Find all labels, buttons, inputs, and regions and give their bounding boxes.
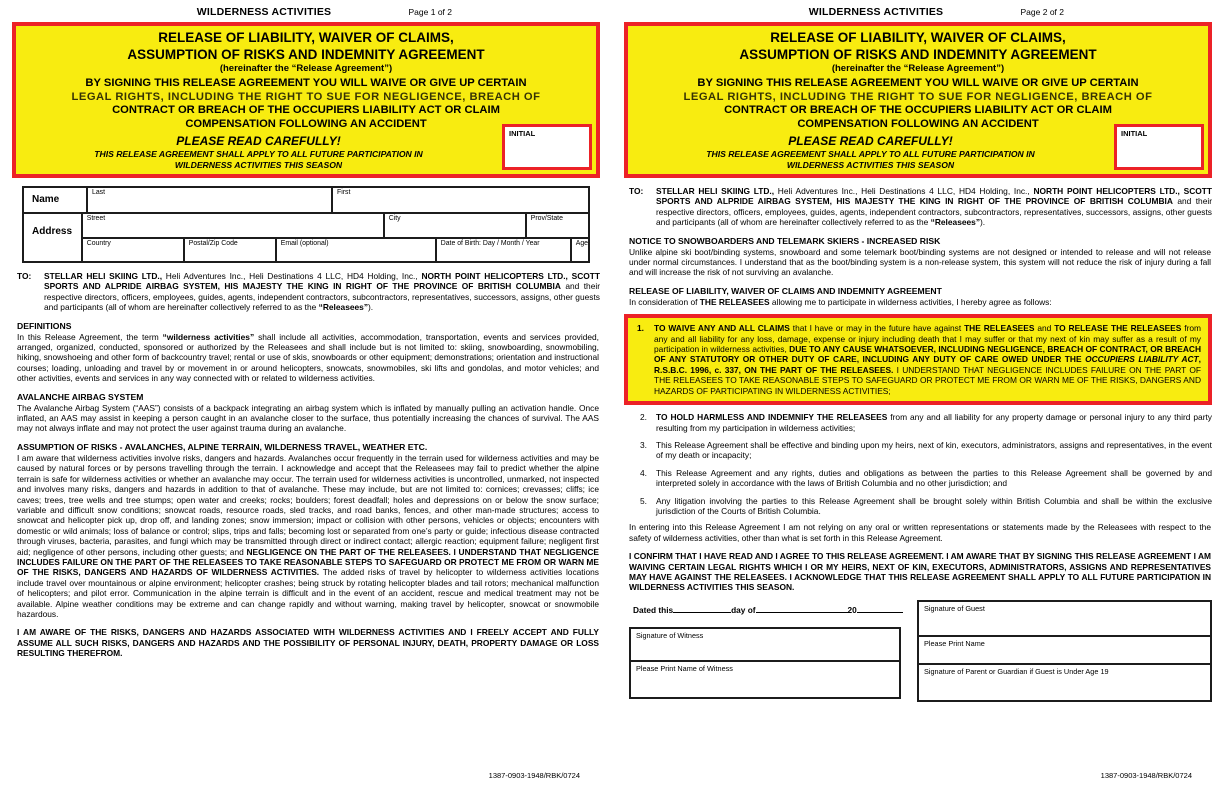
item-number: 2. — [640, 412, 647, 423]
to-text: STELLAR HELI SKIING LTD., Heli Adventures Inc., Heli Destinations 4 LLC, HD4 Holding, Inc., NORTH POINT HELICOPTERS LTD., SCOTT SPORTS AND ALPRIDE AIRBAG SYSTEM, HIS MAJESTY THE KING IN RIGHT OF THE PROVINCE OF BRITISH COLUMBIA and their respective directors, officers, employees, guides, agents, independent contractors, subcontractors, representatives, successors, assigns, other guests and participants (all of whom are hereinafter collectively referred to as the “Releasees”). — [656, 186, 1213, 228]
last-name-field[interactable]: Last — [86, 188, 331, 212]
form-code-page2: 1387-0903-1948/RBK/0724 — [1100, 771, 1192, 780]
initial-label: INITIAL — [1121, 129, 1148, 138]
banner-subtitle: (hereinafter the “Release Agreement”) — [219, 63, 393, 74]
initial-label: INITIAL — [509, 129, 536, 138]
warning-banner — [624, 22, 1212, 178]
banner-warning-line1: BY SIGNING THIS RELEASE AGREEMENT YOU WILL WAIVE OR GIVE UP CERTAIN — [697, 77, 1139, 89]
guest-signature-box — [917, 600, 1212, 702]
signature-section — [629, 600, 1212, 702]
age-field[interactable]: Age — [570, 239, 588, 261]
item-number: 3. — [640, 439, 647, 450]
prov-state-field[interactable]: Prov/State — [525, 214, 588, 237]
entering-text: In entering into this Release Agreement I am not relying on any oral or written representations or statements made by the Releasees with respect to the safety of wilderness activities, other than what is set forth in this Release Agreement. — [629, 522, 1211, 543]
airbag-text: The Avalanche Airbag System (“AAS”) consists of a backpack integrating an airbag system which is inflated by manually pulling an activation handle. Once inflated, an AAS may assist in keeping a person caught in an avalanche closer to the surface, thus potentially increasing the chances of survival. The AAS may not always inflate and may not protect the user against trauma during an avalanche. — [17, 402, 599, 434]
item-number: 4. — [640, 467, 647, 478]
initial-box[interactable] — [1114, 124, 1204, 170]
release-item-3 — [624, 440, 1212, 461]
banner-title-line2: ASSUMPTION OF RISKS AND INDEMNITY AGREEMENT — [739, 47, 1097, 62]
initial-box[interactable] — [502, 124, 592, 170]
print-name-field[interactable]: Please Print Name — [919, 635, 1210, 663]
item-number: 5. — [640, 495, 647, 506]
first-name-field[interactable]: First — [331, 188, 588, 212]
dated-this-label: Dated this — [633, 604, 674, 615]
year-blank[interactable] — [857, 604, 903, 613]
signature-left-column — [629, 600, 901, 702]
banner-apply-line2: WILDERNESS ACTIVITIES THIS SEASON — [174, 159, 343, 170]
release-item-2 — [624, 412, 1212, 433]
city-field[interactable]: City — [383, 214, 525, 237]
page-2-header — [624, 0, 1212, 22]
signature-of-guest-field[interactable]: Signature of Guest — [924, 603, 985, 613]
release-item-5 — [624, 496, 1212, 517]
month-blank[interactable] — [756, 604, 848, 613]
banner-warning-line4: COMPENSATION FOLLOWING AN ACCIDENT — [797, 117, 1039, 130]
notice-heading: NOTICE TO SNOWBOARDERS AND TELEMARK SKIERS - INCREASED RISK — [629, 235, 941, 246]
address-label: Address — [32, 226, 73, 237]
assumption-text: I am aware that wilderness activities involve risks, dangers and hazards. Avalanches occur frequently in the terrain used for wilderness activities and may be caused by natural forces or by persons travelling through the terrain. I acknowledge and accept that the Releasees may fail to predict whether the alpine terrain is safe for wilderness activities or whether an avalanche may occur. The terrain used for wilderness activities is uncontrolled, unmarked, not inspected and involves many risks, dangers and hazards in addition to that of avalanche. These may include, but are not limited to: cornices; crevasses; cliffs; ice caves; trees, tree wells and tree stumps; open water and creeks; rocks; boulders; forest deadfall; holes and depressions on or below the snow surface; variable and difficult snow conditions; snowcat roads, resource roads, sled tracks, and road banks, fences, and other man-made structures; access to snowcat and helicopter pick up, drop off, and landing zones; snow immersion; impact or collision with other persons, vehicles or objects; encounters with domestic or wild animals; loss of balance or control; slips, trips and falls; becoming lost or separated from one’s party or guide; infectious disease contracted through viruses, bacteria, parasites, and fungi which may be transmitted through direct or indirect contact; allergic reaction; equipment failure; negligent first aid; negligence of other persons, including other guests; and NEGLIGENCE ON THE PART OF THE RELEASEES. I UNDERSTAND THAT NEGLIGENCE INCLUDES FAILURE ON THE PART OF THE RELEASEES TO TAKE REASONABLE STEPS TO SAFEGUARD OR PROTECT ME FROM OR WARN ME OF THE RISKS, DANGERS AND HAZARDS OF WILDERNESS ACTIVITIES. The added risks of travel by helicopter to wilderness activities locations include travel over mountainous or alpine environment; helicopter crashes; being struck by rotating helicopter blades and tail rotors; mechanical malfunction of helicopters; and pilot error. Communication in the alpine terrain is difficult and in the event of an accident, rescue and medical treatment may not be available. Alpine weather conditions may be extreme and can change rapidly and without warning, making travel by helicopter, snowcat or snowmobile hazardous. — [17, 452, 599, 619]
item-text: This Release Agreement and any rights, duties and obligations as between the parties to this Release Agreement shall be governed by and interpreted solely in accordance with the laws of British Columbia and no other jurisdiction; and — [656, 467, 1212, 489]
dated-line — [629, 604, 901, 615]
email-field[interactable]: Email (optional) — [275, 239, 435, 261]
banner-read-carefully: PLEASE READ CAREFULLY! — [788, 134, 953, 148]
item-text: TO WAIVE ANY AND ALL CLAIMS that I have or may in the future have against THE RELEASEES and TO RELEASE THE RELEASEES from any and all liability for any loss, damage, expense or injury including death that I may suffer or that my next of kin may suffer as a result of my participation in wilderness activities, DUE TO ANY CAUSE WHATSOEVER, INCLUDING NEGLIGENCE, BREACH OF CONTRACT, OR BREACH OF ANY STATUTORY OR OTHER DUTY OF CARE, INCLUDING ANY DUTY OF CARE OWED UNDER THE OCCUPIERS LIABILITY ACT, R.S.B.C. 1996, c. 337, ON THE PART OF THE RELEASEES. I UNDERSTAND THAT NEGLIGENCE INCLUDES FAILURE ON THE PART OF THE RELEASEES TO TAKE REASONABLE STEPS TO SAFEGUARD OR PROTECT ME FROM OR WARN ME OF THE RISKS, DANGERS AND HAZARDS OF PARTICIPATING IN WILDERNESS ACTIVITIES; — [654, 323, 1201, 396]
definitions-text: In this Release Agreement, the term “wilderness activities” shall include all activities, accommodation, transportation, events and services provided, arranged, organized, conducted, sponsored or authorized by the Releasees and shall include but is not limited to: skiing, snowboarding, snowmobiling, hiking, snowshoeing and other form of backcountry travel; rental or use of skis, snowboards or other equipment; demonstrations; orientation and instructional courses; loading, unloading and travel by or movement in or around helicopters, snowcats, snowmobiles, ski lifts and gondolas, and motor vehicles; and other activities, events and services in any way connected with or related to wilderness activities. — [17, 331, 600, 384]
banner-warning-line3: CONTRACT OR BREACH OF THE OCCUPIERS LIABILITY ACT OR CLAIM — [112, 104, 500, 116]
banner-title-line1: RELEASE OF LIABILITY, WAIVER OF CLAIMS, — [770, 30, 1066, 45]
banner-title-line1: RELEASE OF LIABILITY, WAIVER OF CLAIMS, — [158, 30, 454, 45]
confirm-statement: I CONFIRM THAT I HAVE READ AND I AGREE TO THIS RELEASE AGREEMENT. I AM AWARE THAT BY SIGNING THIS RELEASE AGREEMENT I AM WAIVING CERTAIN LEGAL RIGHTS WHICH I OR MY HEIRS, NEXT OF KIN, EXECUTORS, ADMINISTRATORS, ASSIGNS AND REPRESENTATIVES MAY HAVE AGAINST THE RELEASEES. I ACKNOWLEDGE THAT THIS RELEASE AGREEMENT SHALL APPLY TO ALL FUTURE PARTICIPATION IN WILDERNESS ACTIVITIES THIS SEASON. — [629, 551, 1211, 593]
banner-read-carefully: PLEASE READ CAREFULLY! — [176, 134, 341, 148]
page-number: Page 2 of 2 — [1020, 7, 1064, 17]
banner-warning-line2: LEGAL RIGHTS, INCLUDING THE RIGHT TO SUE FOR NEGLIGENCE, BREACH OF — [683, 90, 1153, 103]
definitions-heading: DEFINITIONS — [17, 320, 72, 331]
banner-warning-line2: LEGAL RIGHTS, INCLUDING THE RIGHT TO SUE FOR NEGLIGENCE, BREACH OF — [71, 90, 541, 103]
banner-warning-line4: COMPENSATION FOLLOWING AN ACCIDENT — [185, 117, 427, 130]
banner-warning-line1: BY SIGNING THIS RELEASE AGREEMENT YOU WILL WAIVE OR GIVE UP CERTAIN — [85, 77, 527, 89]
signature-of-witness-field[interactable]: Signature of Witness — [636, 630, 704, 640]
page-title: WILDERNESS ACTIVITIES — [196, 6, 332, 18]
postal-code-field[interactable]: Postal/Zip Code — [183, 239, 275, 261]
name-label: Name — [32, 194, 60, 205]
to-label: TO: — [17, 271, 32, 281]
form-code-page1: 1387-0903-1948/RBK/0724 — [488, 771, 580, 780]
banner-apply-line1: THIS RELEASE AGREEMENT SHALL APPLY TO ALL FUTURE PARTICIPATION IN — [706, 149, 1035, 159]
day-of-label: day of — [731, 604, 756, 615]
consideration-text: In consideration of THE RELEASEES allowing me to participate in wilderness activities, I hereby agree as follows: — [629, 296, 1052, 307]
banner-apply-line2: WILDERNESS ACTIVITIES THIS SEASON — [786, 159, 955, 170]
street-field[interactable]: Street — [86, 215, 106, 222]
notice-text: Unlike alpine ski boot/binding systems, snowboard and some telemark boot/binding systems are not designed or intended to release and will not release under normal circumstances. I understand that as the boot/binding system is a non-release system, this system will not reduce the risk of injury during a fall and will increase the risk of not surviving an avalanche. — [629, 246, 1211, 278]
to-label: TO: — [629, 186, 644, 196]
release-item-1 — [628, 323, 1201, 396]
to-section — [624, 186, 1212, 228]
day-blank[interactable] — [673, 604, 731, 613]
page-1-header — [12, 0, 600, 22]
guest-info-table — [22, 186, 590, 263]
country-field[interactable]: Country — [86, 240, 111, 247]
to-text: STELLAR HELI SKIING LTD., Heli Adventures Inc., Heli Destinations 4 LLC, HD4 Holding, Inc., NORTH POINT HELICOPTERS LTD., SCOTT SPORTS AND ALPRIDE AIRBAG SYSTEM, HIS MAJESTY THE KING IN RIGHT OF THE PROVINCE OF BRITISH COLUMBIA and their respective directors, officers, employees, guides, agents, independent contractors, subcontractors, representatives, successors, assigns, other guests and participants (all of whom are hereinafter collectively referred to as the “Releasees”). — [44, 271, 601, 313]
banner-apply-line1: THIS RELEASE AGREEMENT SHALL APPLY TO ALL FUTURE PARTICIPATION IN — [94, 149, 423, 159]
page-2 — [612, 0, 1224, 792]
banner-warning-line3: CONTRACT OR BREACH OF THE OCCUPIERS LIABILITY ACT OR CLAIM — [724, 104, 1112, 116]
assumption-heading: ASSUMPTION OF RISKS - AVALANCHES, ALPINE TERRAIN, WILDERNESS TRAVEL, WEATHER ETC. — [17, 441, 428, 452]
item-text: This Release Agreement shall be effective and binding upon my heirs, next of kin, executors, administrators, assigns and representatives, in the event of my death or incapacity; — [656, 439, 1212, 461]
airbag-heading: AVALANCHE AIRBAG SYSTEM — [17, 391, 144, 402]
banner-title-line2: ASSUMPTION OF RISKS AND INDEMNITY AGREEMENT — [127, 47, 485, 62]
page-number: Page 1 of 2 — [408, 7, 452, 17]
item-text: Any litigation involving the parties to this Release Agreement shall be brought solely within British Columbia and shall be within the exclusive jurisdiction of the Courts of British Columbia. — [656, 495, 1212, 516]
release-item-4 — [624, 468, 1212, 489]
awareness-statement: I AM AWARE OF THE RISKS, DANGERS AND HAZARDS ASSOCIATED WITH WILDERNESS ACTIVITIES AND I FREELY ACCEPT AND FULLY ASSUME ALL SUCH RISKS, DANGERS AND HAZARDS AND THE POSSIBILITY OF PERSONAL INJURY, DEATH, PROPERTY DAMAGE OR LOSS RESULTING THEREFROM. — [17, 627, 599, 659]
warning-banner — [12, 22, 600, 178]
page-title: WILDERNESS ACTIVITIES — [808, 6, 944, 18]
year-prefix-label: 20 — [847, 604, 857, 615]
banner-subtitle: (hereinafter the “Release Agreement”) — [831, 63, 1005, 74]
witness-box — [629, 627, 901, 699]
item-number: 1. — [637, 323, 644, 334]
release-agreement-heading: RELEASE OF LIABILITY, WAIVER OF CLAIMS AND INDEMNITY AGREEMENT — [629, 285, 942, 296]
date-of-birth-field[interactable]: Date of Birth: Day / Month / Year — [435, 239, 570, 261]
waiver-clause-box — [624, 314, 1212, 405]
parent-guardian-signature-field[interactable]: Signature of Parent or Guardian if Guest is Under Age 19 — [919, 663, 1210, 700]
print-name-of-witness-field[interactable]: Please Print Name of Witness — [631, 660, 899, 697]
item-text: TO HOLD HARMLESS AND INDEMNIFY THE RELEASEES from any and all liability for any property damage or personal injury to any third party resulting from my participation in wilderness activities; — [656, 412, 1212, 433]
to-section — [12, 271, 600, 313]
